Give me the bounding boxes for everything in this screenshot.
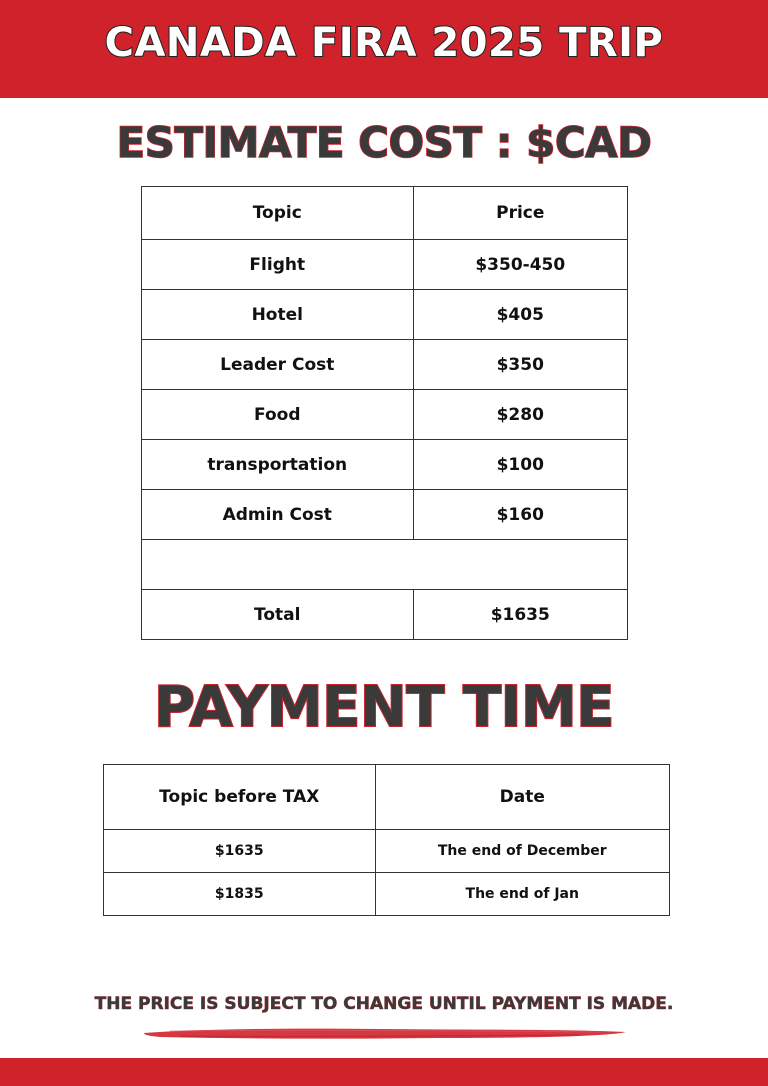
bottom-banner [0, 1058, 768, 1086]
table-header-row [142, 187, 628, 240]
brush-stroke-underline [140, 1024, 630, 1044]
total-label: Total [142, 590, 414, 640]
table-row [104, 873, 670, 916]
row-price: $350-450 [413, 240, 627, 290]
payment-date: The end of Jan [375, 873, 670, 916]
estimate-cost-heading: ESTIMATE COST : $CAD [116, 118, 652, 167]
column-header-price: Price [413, 187, 627, 240]
total-value: $1635 [413, 590, 627, 640]
estimate-cost-table [141, 186, 628, 640]
row-price: $405 [413, 290, 627, 340]
total-row [142, 590, 628, 640]
row-topic: Flight [142, 240, 414, 290]
table-row [142, 490, 628, 540]
price-disclaimer: THE PRICE IS SUBJECT TO CHANGE UNTIL PAYMENT IS MADE. [94, 994, 674, 1014]
table-row [142, 240, 628, 290]
row-topic: Leader Cost [142, 340, 414, 390]
table-row [104, 830, 670, 873]
row-topic: Admin Cost [142, 490, 414, 540]
table-row [142, 440, 628, 490]
page-title: CANADA FIRA 2025 TRIP [104, 20, 664, 66]
column-header-date: Date [375, 765, 670, 830]
column-header-topic-before-tax: Topic before TAX [104, 765, 376, 830]
payment-time-heading: PAYMENT TIME [154, 675, 614, 740]
table-row [142, 340, 628, 390]
table-row [142, 390, 628, 440]
row-topic: transportation [142, 440, 414, 490]
table-header-row [104, 765, 670, 830]
empty-row [142, 540, 628, 590]
payment-time-table [103, 764, 670, 916]
row-topic: Hotel [142, 290, 414, 340]
row-price: $160 [413, 490, 627, 540]
row-price: $350 [413, 340, 627, 390]
payment-date: The end of December [375, 830, 670, 873]
empty-cell [142, 540, 628, 590]
row-price: $280 [413, 390, 627, 440]
table-row [142, 290, 628, 340]
row-topic: Food [142, 390, 414, 440]
payment-amount: $1835 [104, 873, 376, 916]
row-price: $100 [413, 440, 627, 490]
column-header-topic: Topic [142, 187, 414, 240]
payment-amount: $1635 [104, 830, 376, 873]
